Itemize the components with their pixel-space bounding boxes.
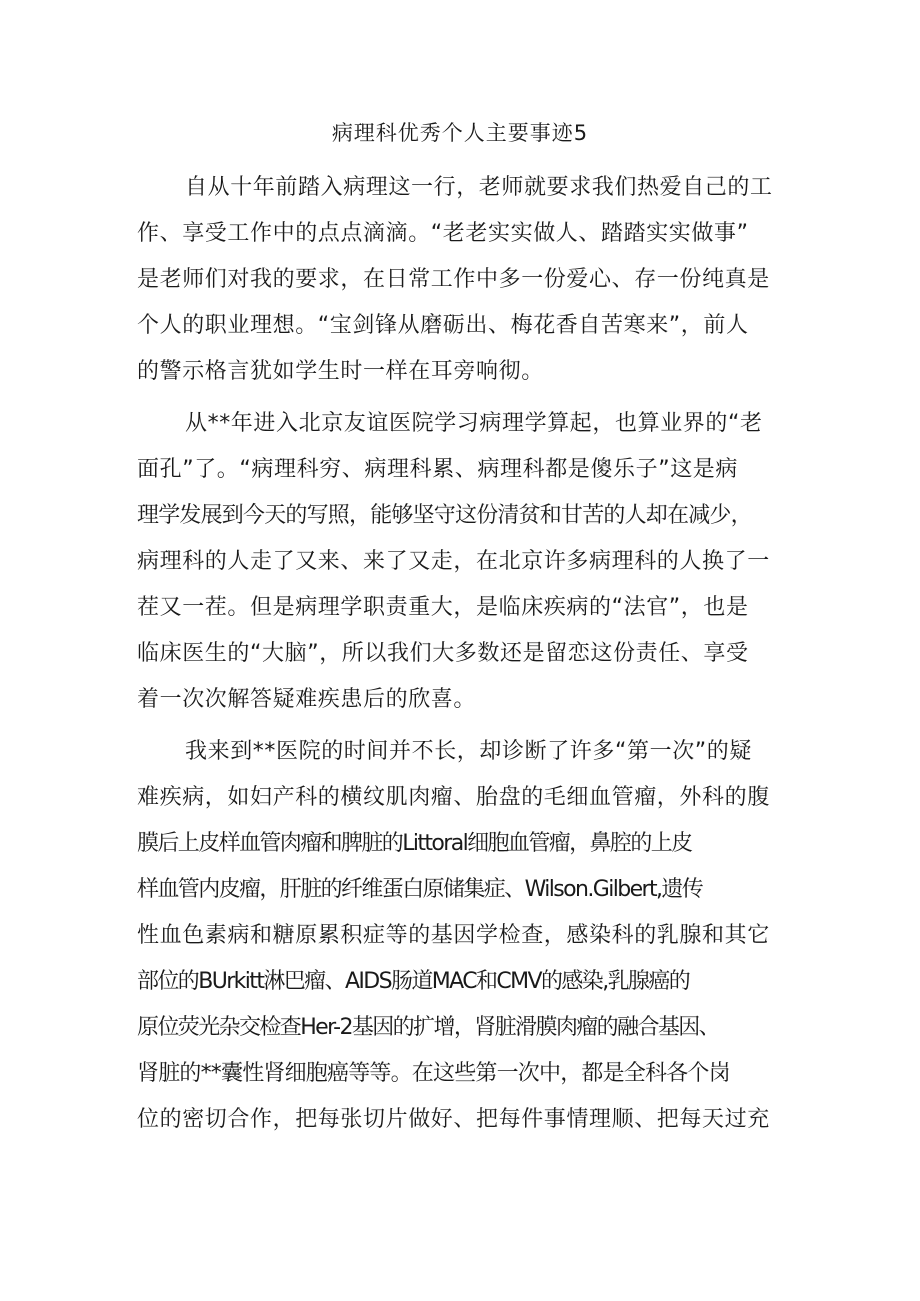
text-line: 部位的BUrkitt淋巴瘤、AIDS肠道MAC和CMV的感染,乳腺癌的 [137, 969, 690, 994]
text-line: 性血色素病和糖原累积症等的基因学检查，感染科的乳腺和其它 [137, 923, 770, 948]
document-title: 病理科优秀个人主要事迹5 [331, 121, 589, 145]
text-line: 肾脏的**囊性肾细胞癌等等。在这些第一次中，都是全科各个岗 [137, 1061, 730, 1086]
paragraph-3 [137, 729, 797, 1143]
text-line: 难疾病，如妇产科的横纹肌肉瘤、胎盘的毛细血管瘤，外科的腹 [137, 785, 770, 810]
text-line: 面孔”了。“病理科穷、病理科累、病理科都是傻乐子”这是病 [137, 457, 738, 482]
document-body [137, 165, 797, 1149]
text-line: 自从十年前踏入病理这一行，老师就要求我们热爱自己的工 [185, 175, 773, 200]
text-line: 我来到**医院的时间并不长，却诊断了许多“第一次”的疑 [185, 739, 752, 764]
text-line: 病理科的人走了又来、来了又走，在北京许多病理科的人换了一 [137, 549, 770, 574]
text-line: 膜后上皮样血管肉瘤和脾脏的Littoral细胞血管瘤，鼻腔的上皮 [137, 831, 692, 856]
text-line: 着一次次解答疑难疾患后的欣喜。 [137, 687, 477, 712]
text-line: 临床医生的“大脑”，所以我们大多数还是留恋这份责任、享受 [137, 641, 749, 666]
text-line: 作、享受工作中的点点滴滴。“老老实实做人、踏踏实实做事” [137, 221, 749, 246]
paragraph-1 [137, 165, 797, 395]
paragraph-2 [137, 401, 797, 723]
text-line: 理学发展到今天的写照，能够坚守这份清贫和甘苦的人却在减少， [137, 503, 752, 528]
text-line: 茬又一茬。但是病理学职责重大，是临床疾病的“法官”，也是 [137, 595, 749, 620]
text-line: 样血管内皮瘤，肝脏的纤维蛋白原储集症、Wilson.Gilbert,遗传 [137, 877, 703, 902]
text-line: 位的密切合作，把每张切片做好、把每件事情理顺、把每天过充 [137, 1107, 770, 1132]
text-line: 个人的职业理想。“宝剑锋从磨砺出、梅花香自苦寒来”，前人 [137, 313, 749, 338]
text-line: 是老师们对我的要求，在日常工作中多一份爱心、存一份纯真是 [137, 267, 770, 292]
text-line: 的警示格言犹如学生时一样在耳旁响彻。 [137, 359, 544, 384]
text-line: 原位荧光杂交检查Her-2基因的扩增，肾脏滑膜肉瘤的融合基因、 [137, 1015, 720, 1040]
text-line: 从**年进入北京友谊医院学习病理学算起，也算业界的“老 [185, 411, 763, 436]
